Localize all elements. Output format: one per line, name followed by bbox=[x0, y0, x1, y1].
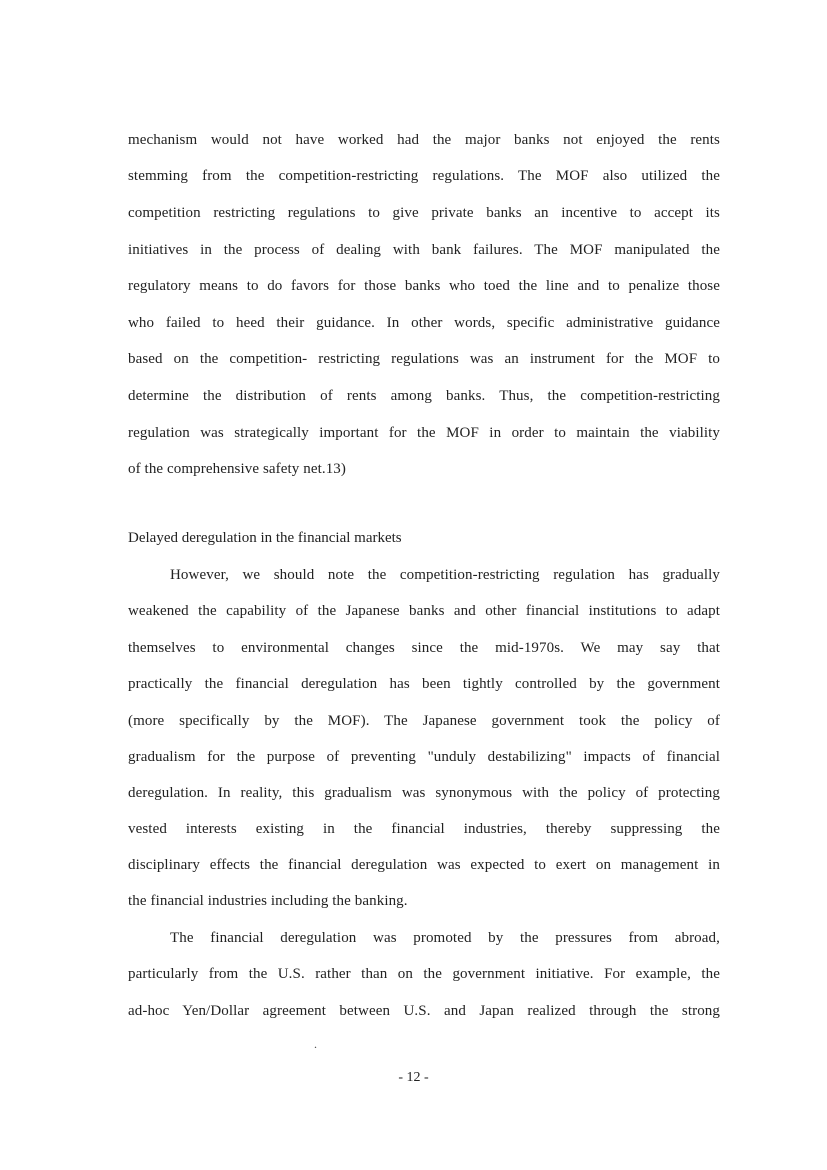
paragraph-line: mechanism would not have worked had the major banks not enjoyed the rents bbox=[128, 132, 720, 148]
paragraph-line: deregulation. In reality, this gradualism was synonymous with the policy of protecting bbox=[128, 785, 720, 801]
paragraph-line: initiatives in the process of dealing with bank failures. The MOF manipulated the bbox=[128, 242, 720, 258]
paragraph-line: themselves to environmental changes since the mid-1970s. We may say that bbox=[128, 640, 720, 656]
stray-mark: . bbox=[314, 1037, 317, 1051]
paragraph-line: particularly from the U.S. rather than on the government initiative. For example, the bbox=[128, 966, 720, 982]
paragraph-line: based on the competition- restricting regulations was an instrument for the MOF to bbox=[128, 351, 720, 367]
paragraph-line: practically the financial deregulation has been tightly controlled by the government bbox=[128, 676, 720, 692]
page-number: - 12 - bbox=[398, 1070, 429, 1085]
paragraph-line: disciplinary effects the financial deregulation was expected to exert on management in bbox=[128, 857, 720, 873]
paragraph-line: However, we should note the competition-restricting regulation has gradually bbox=[170, 567, 720, 583]
paragraph-line: stemming from the competition-restricting regulations. The MOF also utilized the bbox=[128, 168, 720, 184]
paragraph-line: of the comprehensive safety net.13) bbox=[128, 461, 347, 477]
paragraph-line: (more specifically by the MOF). The Japanese government took the policy of bbox=[128, 713, 720, 729]
paragraph-line: regulation was strategically important for the MOF in order to maintain the viability bbox=[128, 425, 720, 441]
paragraph-line: competition restricting regulations to give private banks an incentive to accept its bbox=[128, 205, 720, 221]
paragraph-line: who failed to heed their guidance. In other words, specific administrative guidance bbox=[128, 315, 720, 331]
paragraph-line: regulatory means to do favors for those banks who toed the line and to penalize those bbox=[128, 278, 720, 294]
paragraph-line: vested interests existing in the financial industries, thereby suppressing the bbox=[128, 821, 720, 837]
paragraph-line: gradualism for the purpose of preventing "unduly destabilizing" impacts of financial bbox=[128, 749, 720, 765]
paragraph-line: The financial deregulation was promoted by the pressures from abroad, bbox=[170, 930, 720, 946]
paragraph-line: the financial industries including the banking. bbox=[128, 893, 408, 909]
paragraph-line: ad-hoc Yen/Dollar agreement between U.S. and Japan realized through the strong bbox=[128, 1003, 720, 1019]
paragraph-line: weakened the capability of the Japanese banks and other financial institutions to adapt bbox=[128, 603, 720, 619]
paragraph-line: determine the distribution of rents among banks. Thus, the competition-restricting bbox=[128, 388, 720, 404]
section-heading: Delayed deregulation in the financial markets bbox=[128, 530, 402, 546]
